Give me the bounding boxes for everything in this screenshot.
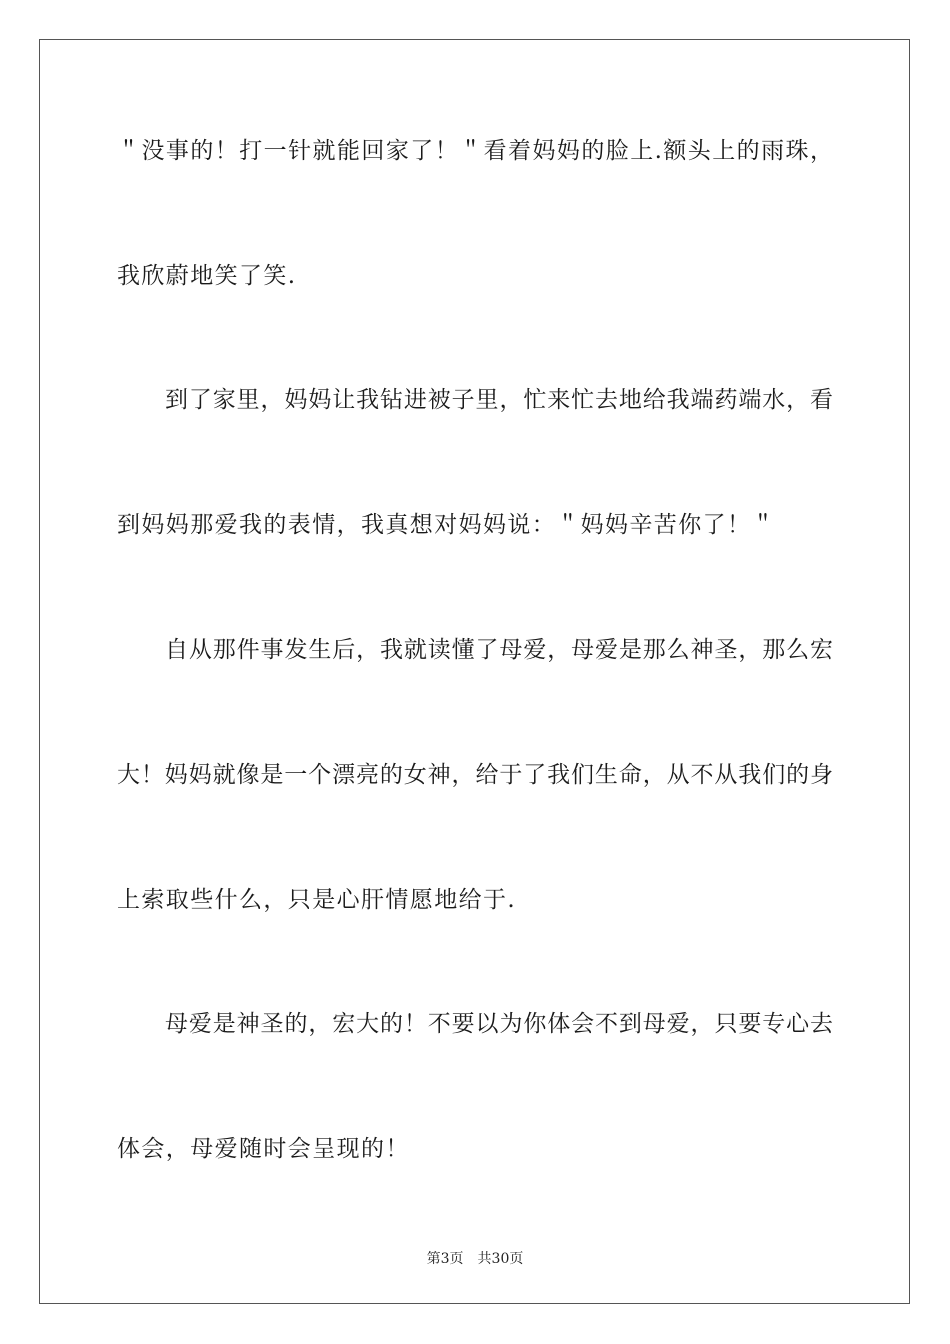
text-line-3: 到了家里，妈妈让我钻进被子里，忙来忙去地给我端药端水，看 [165,387,833,413]
page-footer [0,1248,950,1268]
text-line-1: ＂没事的！打一针就能回家了！＂看着妈妈的脸上.额头上的雨珠， [117,138,833,164]
text-line-6: 大！妈妈就像是一个漂亮的女神，给于了我们生命，从不从我们的身 [117,762,833,788]
text-line-4: 到妈妈那爱我的表情，我真想对妈妈说：＂妈妈辛苦你了！＂ [117,512,776,538]
page-frame [39,39,910,1304]
page-number: 第3页 共30页 [426,1251,524,1267]
text-line-9: 体会，母爱随时会呈现的！ [117,1136,410,1162]
text-line-5: 自从那件事发生后，我就读懂了母爱，母爱是那么神圣，那么宏 [165,637,833,663]
text-line-2: 我欣蔚地笑了笑. [117,263,297,289]
text-line-8: 母爱是神圣的，宏大的！不要以为你体会不到母爱，只要专心去 [165,1011,833,1037]
text-line-7: 上索取些什么，只是心肝情愿地给于. [117,887,517,913]
